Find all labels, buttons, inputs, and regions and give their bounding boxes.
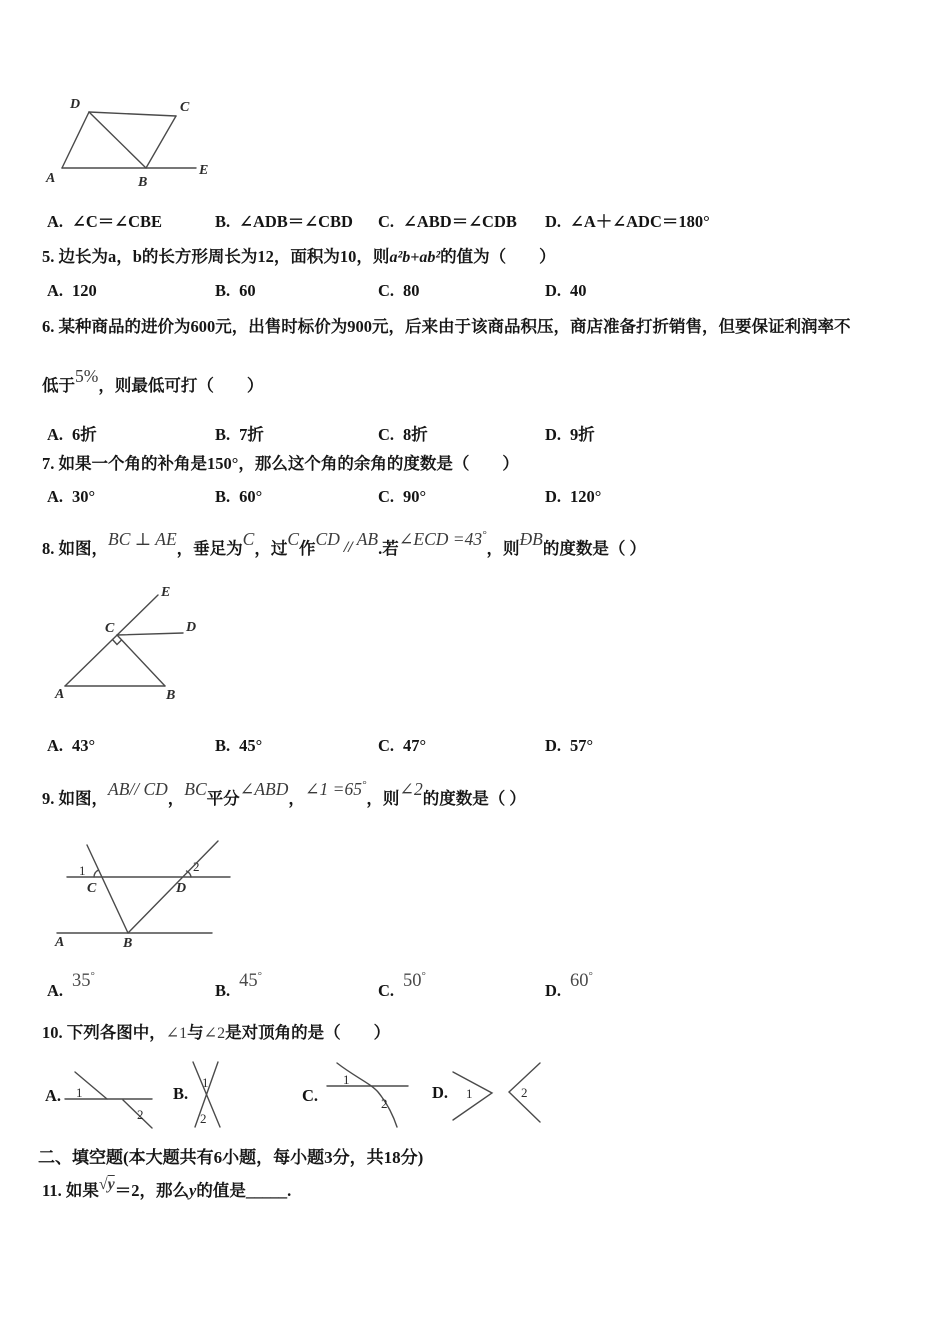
q6-option-d-text: 9折 xyxy=(570,425,595,444)
q9-option-c-value xyxy=(403,971,426,991)
q9-option-d-letter: D. xyxy=(545,981,562,1000)
q5-option-d-letter: D. xyxy=(545,281,562,300)
q9-math-angle-abd: ∠ABD xyxy=(239,779,289,799)
q6-stem-line2 xyxy=(42,366,264,397)
q6-stem-low: 低于 xyxy=(42,376,75,395)
q6-option-b-letter: B. xyxy=(215,425,231,444)
q5-stem-text-a: 5. 边长为a，b的长方形周长为12，面积为10，则 xyxy=(42,247,390,266)
q4-option-b-text: ∠ADB＝∠CBD xyxy=(239,212,353,231)
q8-line-CD xyxy=(117,633,183,635)
q11-stem-p3: 的值是_____. xyxy=(196,1181,292,1200)
q8-math-cd: CD xyxy=(315,529,340,549)
q4-side-DC xyxy=(89,112,176,116)
q9-angle2-arc xyxy=(187,871,192,877)
q10-figure-a xyxy=(65,1072,152,1128)
q7-option-d-text: 120° xyxy=(570,487,602,506)
q10c-angle-label-1: 1 xyxy=(343,1072,350,1087)
q5-options-row xyxy=(0,281,950,307)
q9-option-b-degree: ° xyxy=(257,969,263,982)
q8-option-b-text: 45° xyxy=(239,736,263,755)
q9-option-b-number: 45 xyxy=(239,971,258,991)
q8-vertex-label-C: C xyxy=(105,621,115,636)
q5-option-c-letter: C. xyxy=(378,281,395,300)
q8-option-a xyxy=(47,736,95,756)
q8-stem-p1: 8. 如图， xyxy=(42,539,108,558)
q8-option-a-text: 43° xyxy=(72,736,96,755)
q8-math-bc-perp-ae: BC ⊥ AE xyxy=(108,529,177,549)
q10a-angle-label-1: 1 xyxy=(76,1085,83,1100)
q10-option-b-letter: B. xyxy=(173,1084,189,1103)
q9-option-c-degree: ° xyxy=(421,969,426,982)
q10-figure-d xyxy=(453,1063,540,1122)
q6-option-d xyxy=(545,421,595,445)
q4-option-a-letter: A. xyxy=(47,212,64,231)
q8-stem-p3: ，过 xyxy=(254,539,288,558)
q9-angle-label-2: 2 xyxy=(193,859,200,874)
q4-option-c-letter: C. xyxy=(378,212,395,231)
q9-degree-sign: ° xyxy=(361,779,367,792)
q4-side-AD xyxy=(62,112,89,168)
q8-option-d-letter: D. xyxy=(545,736,562,755)
q7-option-c-letter: C. xyxy=(378,487,395,506)
q10-stem-p3: 是对顶角的是（ ） xyxy=(225,1023,391,1042)
q11-radical-sign: √ xyxy=(98,1176,108,1193)
q5-option-b-text: 60 xyxy=(239,281,256,300)
q8-option-a-letter: A. xyxy=(47,736,64,755)
q4-option-d-letter: D. xyxy=(545,212,562,231)
q8-stem-p4: 作 xyxy=(299,539,316,558)
q10-stem-p1: 10. 下列各图中， xyxy=(42,1023,166,1042)
q4-option-b-letter: B. xyxy=(215,212,231,231)
q7-option-b-text: 60° xyxy=(239,487,263,506)
q11-stem-p2: ＝2，那么 xyxy=(114,1181,189,1200)
q4-diagonal-DB xyxy=(89,112,146,168)
q9-option-d xyxy=(545,969,593,1002)
q9-stem-p2: ， xyxy=(167,789,185,808)
q9-stem xyxy=(42,779,526,810)
q9-vertex-label-B: B xyxy=(123,936,133,951)
q8-option-c-letter: C. xyxy=(378,736,395,755)
q5-option-c-text: 80 xyxy=(403,281,420,300)
q10d-angle-shape-1 xyxy=(453,1072,492,1120)
q9-stem-p6: 的度数是（ ） xyxy=(422,789,526,808)
q11-radicand: y xyxy=(107,1176,115,1193)
q9-angle1-arc xyxy=(94,870,99,877)
q8-options-row xyxy=(0,736,950,762)
q9-parallel-lines-figure xyxy=(50,838,240,953)
q9-option-a-number: 35 xyxy=(72,971,91,991)
q7-option-b xyxy=(215,487,262,507)
q9-option-b-letter: B. xyxy=(215,981,231,1000)
q6-option-c-text: 8折 xyxy=(403,425,428,444)
q8-vertex-label-D: D xyxy=(186,620,197,635)
q6-options-row xyxy=(0,421,950,447)
q8-triangle-figure xyxy=(50,583,210,708)
q9-vertex-label-A: A xyxy=(55,935,65,950)
q5-option-a-letter: A. xyxy=(47,281,64,300)
q7-option-b-letter: B. xyxy=(215,487,231,506)
q6-option-b-text: 7折 xyxy=(239,425,264,444)
q7-options-row xyxy=(0,487,950,513)
q8-stem-p5: .若 xyxy=(378,539,399,558)
q6-option-a-text: 6折 xyxy=(72,425,97,444)
q10-mini-figures xyxy=(40,1055,570,1137)
q10b-cross-line-2 xyxy=(195,1062,218,1127)
q5-option-b-letter: B. xyxy=(215,281,231,300)
q8-math-ecd-43-text: ∠ECD =43 xyxy=(398,529,483,549)
q8-right-angle-mark xyxy=(113,640,122,645)
q10-option-d-letter: D. xyxy=(432,1083,449,1102)
q8-option-b xyxy=(215,736,262,756)
q11-stem-p1: 11. 如果 xyxy=(42,1181,99,1200)
q10a-angle-label-2: 2 xyxy=(137,1107,144,1122)
q10-option-c-letter: C. xyxy=(302,1086,319,1105)
q9-option-b xyxy=(215,969,263,1002)
q9-math-ab-parallel-cd: AB// CD xyxy=(108,779,168,799)
q4-options-row xyxy=(0,208,950,234)
q6-option-c-letter: C. xyxy=(378,425,395,444)
q9-option-a-letter: A. xyxy=(47,981,64,1000)
q5-option-a xyxy=(47,281,97,301)
q4-option-a xyxy=(47,208,162,232)
q9-option-d-value xyxy=(570,971,593,991)
q10d-angle-label-2: 2 xyxy=(521,1085,528,1100)
q5-option-d xyxy=(545,281,587,301)
q8-option-d-text: 57° xyxy=(570,736,594,755)
q5-stem-text-b: 的值为（ ） xyxy=(440,247,556,266)
q8-stem-p7: 的度数是（ ） xyxy=(542,539,646,558)
q8-line-AE xyxy=(65,595,158,686)
q11-sqrt-expression xyxy=(99,1176,115,1193)
q7-option-d xyxy=(545,487,601,507)
q10b-angle-label-2: 2 xyxy=(200,1111,207,1126)
q9-options-row xyxy=(0,969,950,1007)
q6-option-b xyxy=(215,421,264,445)
q4-vertex-label-B: B xyxy=(138,175,148,190)
q8-stem xyxy=(42,529,646,561)
q9-transversal-BD xyxy=(128,841,218,933)
q8-vertex-label-B: B xyxy=(166,688,176,703)
q5-option-b xyxy=(215,281,256,301)
q8-option-b-letter: B. xyxy=(215,736,231,755)
q6-option-d-letter: D. xyxy=(545,425,562,444)
q9-option-b-value xyxy=(239,971,262,991)
q10-stem xyxy=(42,1022,390,1045)
q10b-angle-label-1: 1 xyxy=(202,1075,209,1090)
section2-header: 二、填空题(本大题共有6小题，每小题3分，共18分) xyxy=(38,1148,424,1167)
q4-vertex-label-D: D xyxy=(70,97,81,112)
q8-option-c xyxy=(378,736,426,756)
q8-option-d xyxy=(545,736,593,756)
q4-option-c-text: ∠ABD＝∠CDB xyxy=(403,212,517,231)
q4-option-d-text: ∠A＋∠ADC＝180° xyxy=(570,212,710,231)
q8-vertex-label-A: A xyxy=(55,687,65,702)
q4-vertex-label-C: C xyxy=(180,100,190,115)
q7-stem: 7. 如果一个角的补角是150°，那么这个角的余角的度数是（ ） xyxy=(42,454,519,473)
q8-vertex-label-E: E xyxy=(161,585,171,600)
q6-option-a-letter: A. xyxy=(47,425,64,444)
q5-expression: a²b+ab² xyxy=(389,249,441,266)
q8-option-c-text: 47° xyxy=(403,736,427,755)
q8-stem-p2: ，垂足为 xyxy=(176,539,243,558)
q8-math-c1: C xyxy=(242,529,255,549)
q9-option-c-letter: C. xyxy=(378,981,395,1000)
q5-option-c xyxy=(378,281,420,301)
q8-math-c2: C xyxy=(287,529,300,549)
q7-option-c xyxy=(378,487,426,507)
q5-stem xyxy=(42,246,556,269)
q11-stem xyxy=(42,1176,292,1203)
q10-math-angle1: ∠1 xyxy=(165,1025,188,1042)
q10-option-a-letter: A. xyxy=(45,1086,62,1105)
q4-option-d xyxy=(545,208,710,232)
q9-option-d-degree: ° xyxy=(588,969,593,982)
q6-option-c xyxy=(378,421,428,445)
q8-math-angle-b: ÐB xyxy=(519,529,543,549)
q9-option-a-degree: ° xyxy=(90,969,95,982)
q4-side-CB xyxy=(146,116,176,168)
q9-option-c-number: 50 xyxy=(403,971,422,991)
q11-variable-y: y xyxy=(188,1181,197,1200)
q9-vertex-label-C: C xyxy=(87,881,97,896)
q4-vertex-label-E: E xyxy=(199,163,209,178)
q10-figure-c xyxy=(327,1063,408,1127)
q10c-angle-label-2: 2 xyxy=(381,1096,388,1111)
q8-line-CB xyxy=(117,635,165,686)
q7-option-c-text: 90° xyxy=(403,487,427,506)
q5-option-d-text: 40 xyxy=(570,281,587,300)
q9-stem-p4: ， xyxy=(288,789,305,808)
q10-math-angle2: ∠2 xyxy=(203,1025,226,1042)
q7-option-a xyxy=(47,487,95,507)
q10-stem-p2: 与 xyxy=(187,1023,204,1042)
q8-degree-sign: ° xyxy=(482,529,487,542)
q8-math-ab: AB xyxy=(356,529,379,549)
q5-option-a-text: 120 xyxy=(72,281,97,300)
q6-stem-after: ，则最低可打（ ） xyxy=(98,376,264,395)
q4-option-c xyxy=(378,208,517,232)
q9-math-angle2: ∠2 xyxy=(399,779,423,799)
q4-parallelogram-figure xyxy=(36,92,221,196)
q6-option-a xyxy=(47,421,97,445)
q9-math-angle1-65 xyxy=(305,779,367,799)
q9-stem-p1: 9. 如图， xyxy=(42,789,108,808)
q9-math-angle1-65-text: ∠1 =65 xyxy=(304,779,362,799)
q8-math-ecd-43 xyxy=(399,529,487,549)
q6-rate-superscript: 5% xyxy=(75,366,99,386)
q9-option-c xyxy=(378,969,426,1002)
q9-vertex-label-D: D xyxy=(176,881,187,896)
q7-option-a-text: 30° xyxy=(72,487,96,506)
q9-math-bc: BC xyxy=(184,779,207,799)
q8-parallel-slashes: // xyxy=(343,539,353,556)
q9-stem-p3: 平分 xyxy=(206,789,240,808)
q4-vertex-label-A: A xyxy=(46,171,56,186)
q9-option-a xyxy=(47,969,95,1002)
q7-option-d-letter: D. xyxy=(545,487,562,506)
q8-stem-p6: ，则 xyxy=(486,539,520,558)
q6-stem-line1: 6. 某种商品的进价为600元，出售时标价为900元，后来由于该商品积压，商店准备打折销售，但要保证利润率不 xyxy=(42,317,851,336)
q4-option-b xyxy=(215,208,353,232)
q10-figure-b xyxy=(193,1062,220,1127)
q9-option-d-number: 60 xyxy=(570,971,589,991)
q10d-angle-label-1: 1 xyxy=(466,1086,473,1101)
q9-stem-p5: ，则 xyxy=(366,789,400,808)
q7-option-a-letter: A. xyxy=(47,487,64,506)
q9-option-a-value xyxy=(72,971,95,991)
q9-angle-label-1: 1 xyxy=(79,863,86,878)
q4-option-a-text: ∠C＝∠CBE xyxy=(72,212,163,231)
